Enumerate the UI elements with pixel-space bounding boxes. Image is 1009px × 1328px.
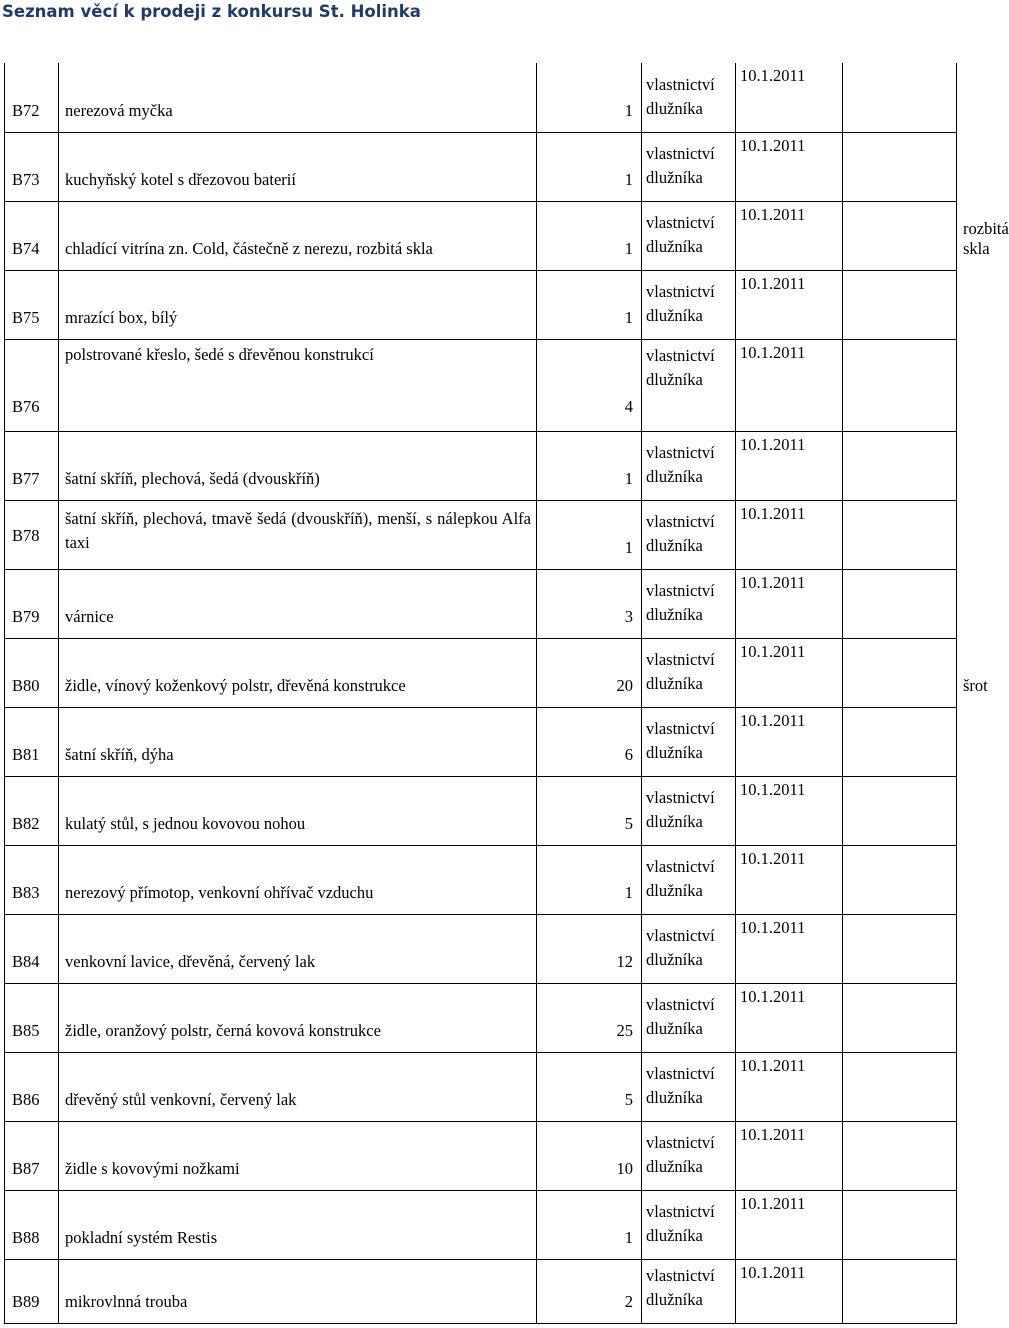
ownership-owner: dlužníka [646, 1156, 703, 1176]
ownership-cell [642, 63, 736, 132]
ownership-owner: dlužníka [646, 1087, 703, 1107]
item-quantity: 6 [537, 707, 642, 776]
item-date: 10.1.2011 [736, 569, 843, 638]
ownership-cell [642, 914, 736, 983]
item-date: 10.1.2011 [736, 983, 843, 1052]
item-code: B82 [5, 776, 59, 845]
item-quantity: 1 [537, 270, 642, 339]
ownership-cell [642, 500, 736, 569]
item-date: 10.1.2011 [736, 270, 843, 339]
ownership-label: vlastnictví [646, 1063, 715, 1083]
page-title: Seznam věcí k prodeji z konkursu St. Holinka [2, 2, 421, 21]
item-code: B76 [5, 339, 59, 431]
table-row [5, 1259, 957, 1323]
empty-cell [843, 845, 957, 914]
item-date: 10.1.2011 [736, 1052, 843, 1121]
empty-cell [843, 339, 957, 431]
ownership-cell [642, 983, 736, 1052]
ownership-cell [642, 270, 736, 339]
empty-cell [843, 914, 957, 983]
item-description: židle s kovovými nožkami [59, 1121, 537, 1190]
item-date: 10.1.2011 [736, 431, 843, 500]
item-code: B85 [5, 983, 59, 1052]
ownership-label: vlastnictví [646, 1201, 715, 1221]
ownership-label: vlastnictví [646, 212, 715, 232]
item-code: B73 [5, 132, 59, 201]
item-code: B81 [5, 707, 59, 776]
item-description: kuchyňský kotel s dřezovou baterií [59, 132, 537, 201]
ownership-cell [642, 707, 736, 776]
ownership-owner: dlužníka [646, 1018, 703, 1038]
item-description: pokladní systém Restis [59, 1190, 537, 1259]
item-description: šatní skříň, plechová, šedá (dvouskříň) [59, 431, 537, 500]
item-code: B74 [5, 201, 59, 270]
item-date: 10.1.2011 [736, 776, 843, 845]
item-code: B75 [5, 270, 59, 339]
ownership-cell [642, 132, 736, 201]
table-row: B74 chladící vitrína zn. Cold, částečně z nerezu, rozbitá skla 1 vlastnictví dlužníka 10.1.2011 rozbitá skla [5, 201, 957, 270]
ownership-cell [642, 431, 736, 500]
item-quantity: 5 [537, 1052, 642, 1121]
item-date: 10.1.2011 [736, 707, 843, 776]
ownership-label: vlastnictví [646, 580, 715, 600]
ownership-label: vlastnictví [646, 649, 715, 669]
ownership-owner: dlužníka [646, 305, 703, 325]
item-code: B80 [5, 638, 59, 707]
table-row [5, 431, 957, 500]
item-quantity: 2 [537, 1259, 642, 1323]
item-quantity: 10 [537, 1121, 642, 1190]
ownership-label: vlastnictví [646, 511, 715, 531]
ownership-cell [642, 201, 736, 270]
item-date: 10.1.2011 [736, 845, 843, 914]
empty-cell [843, 201, 957, 270]
empty-cell [843, 270, 957, 339]
table-row [5, 707, 957, 776]
ownership-label: vlastnictví [646, 281, 715, 301]
empty-cell [843, 132, 957, 201]
item-date: 10.1.2011 [736, 1121, 843, 1190]
item-quantity: 1 [537, 845, 642, 914]
ownership-cell [642, 1190, 736, 1259]
ownership-label: vlastnictví [646, 74, 715, 94]
table-row [5, 1190, 957, 1259]
table-row [5, 776, 957, 845]
item-quantity: 1 [537, 201, 642, 270]
item-quantity: 1 [537, 500, 642, 569]
item-date: 10.1.2011 [736, 201, 843, 270]
item-date: 10.1.2011 [736, 1190, 843, 1259]
empty-cell [843, 983, 957, 1052]
item-code: B87 [5, 1121, 59, 1190]
item-quantity: 1 [537, 132, 642, 201]
ownership-cell [642, 1259, 736, 1323]
item-description: várnice [59, 569, 537, 638]
ownership-owner: dlužníka [646, 98, 703, 118]
item-date: 10.1.2011 [736, 339, 843, 431]
ownership-owner: dlužníka [646, 673, 703, 693]
item-date: 10.1.2011 [736, 914, 843, 983]
item-code: B72 [5, 63, 59, 132]
item-quantity: 12 [537, 914, 642, 983]
item-code: B88 [5, 1190, 59, 1259]
table-row [5, 914, 957, 983]
item-quantity: 4 [537, 339, 642, 431]
inventory-table [4, 63, 1009, 1324]
item-description: chladící vitrína zn. Cold, částečně z nerezu, rozbitá skla [59, 201, 537, 270]
ownership-label: vlastnictví [646, 345, 715, 365]
ownership-owner: dlužníka [646, 236, 703, 256]
ownership-cell [642, 1052, 736, 1121]
item-code: B77 [5, 431, 59, 500]
ownership-owner: dlužníka [646, 369, 703, 389]
ownership-owner: dlužníka [646, 811, 703, 831]
table-row [5, 339, 957, 431]
item-description: dřevěný stůl venkovní, červený lak [59, 1052, 537, 1121]
table-row [5, 63, 957, 132]
item-quantity: 20 [537, 638, 642, 707]
empty-cell [843, 431, 957, 500]
item-description: židle, oranžový polstr, černá kovová konstrukce [59, 983, 537, 1052]
empty-cell [843, 500, 957, 569]
item-quantity: 1 [537, 63, 642, 132]
empty-cell [843, 707, 957, 776]
table-row [5, 569, 957, 638]
ownership-label: vlastnictví [646, 1132, 715, 1152]
table-row [5, 1121, 957, 1190]
item-quantity: 1 [537, 1190, 642, 1259]
ownership-label: vlastnictví [646, 442, 715, 462]
item-description: nerezová myčka [59, 63, 537, 132]
empty-cell [843, 1052, 957, 1121]
item-date: 10.1.2011 [736, 1259, 843, 1323]
ownership-label: vlastnictví [646, 1265, 715, 1285]
item-date: 10.1.2011 [736, 638, 843, 707]
table-row: B80 židle, vínový koženkový polstr, dřevěná konstrukce 20 vlastnictví dlužníka 10.1.2011 šrot [5, 638, 957, 707]
item-code: B86 [5, 1052, 59, 1121]
item-code: B83 [5, 845, 59, 914]
ownership-label: vlastnictví [646, 925, 715, 945]
item-description: polstrované křeslo, šedé s dřevěnou konstrukcí [59, 339, 537, 431]
empty-cell [843, 1121, 957, 1190]
empty-cell [843, 1259, 957, 1323]
ownership-label: vlastnictví [646, 718, 715, 738]
ownership-owner: dlužníka [646, 535, 703, 555]
table-row [5, 132, 957, 201]
item-description: kulatý stůl, s jednou kovovou nohou [59, 776, 537, 845]
item-date: 10.1.2011 [736, 132, 843, 201]
ownership-owner: dlužníka [646, 880, 703, 900]
ownership-owner: dlužníka [646, 742, 703, 762]
item-description: šatní skříň, plechová, tmavě šedá (dvouskříň), menší, s nálepkou Alfa taxi [59, 500, 537, 569]
item-date: 10.1.2011 [736, 63, 843, 132]
ownership-label: vlastnictví [646, 994, 715, 1014]
item-description: mrazící box, bílý [59, 270, 537, 339]
table-body [5, 63, 1009, 1323]
ownership-label: vlastnictví [646, 143, 715, 163]
item-quantity: 5 [537, 776, 642, 845]
table-row [5, 500, 957, 569]
table-row [5, 983, 957, 1052]
ownership-owner: dlužníka [646, 949, 703, 969]
item-quantity: 3 [537, 569, 642, 638]
empty-cell [843, 638, 957, 707]
item-description: venkovní lavice, dřevěná, červený lak [59, 914, 537, 983]
ownership-owner: dlužníka [646, 604, 703, 624]
item-code: B78 [5, 500, 59, 569]
item-description: šatní skříň, dýha [59, 707, 537, 776]
ownership-cell [642, 845, 736, 914]
ownership-owner: dlužníka [646, 167, 703, 187]
table-row [5, 845, 957, 914]
ownership-owner: dlužníka [646, 466, 703, 486]
ownership-cell [642, 1121, 736, 1190]
empty-cell [843, 776, 957, 845]
item-code: B89 [5, 1259, 59, 1323]
table-row [5, 270, 957, 339]
item-description: nerezový přímotop, venkovní ohřívač vzduchu [59, 845, 537, 914]
ownership-cell [642, 776, 736, 845]
ownership-owner: dlužníka [646, 1289, 703, 1309]
ownership-label: vlastnictví [646, 787, 715, 807]
item-quantity: 1 [537, 431, 642, 500]
item-code: B79 [5, 569, 59, 638]
item-description: židle, vínový koženkový polstr, dřevěná konstrukce [59, 638, 537, 707]
empty-cell [843, 569, 957, 638]
item-date: 10.1.2011 [736, 500, 843, 569]
item-description: mikrovlnná trouba [59, 1259, 537, 1323]
item-quantity: 25 [537, 983, 642, 1052]
ownership-owner: dlužníka [646, 1225, 703, 1245]
empty-cell [843, 1190, 957, 1259]
ownership-cell [642, 638, 736, 707]
table-row [5, 1052, 957, 1121]
empty-cell [843, 63, 957, 132]
ownership-cell [642, 339, 736, 431]
ownership-label: vlastnictví [646, 856, 715, 876]
item-code: B84 [5, 914, 59, 983]
ownership-cell [642, 569, 736, 638]
